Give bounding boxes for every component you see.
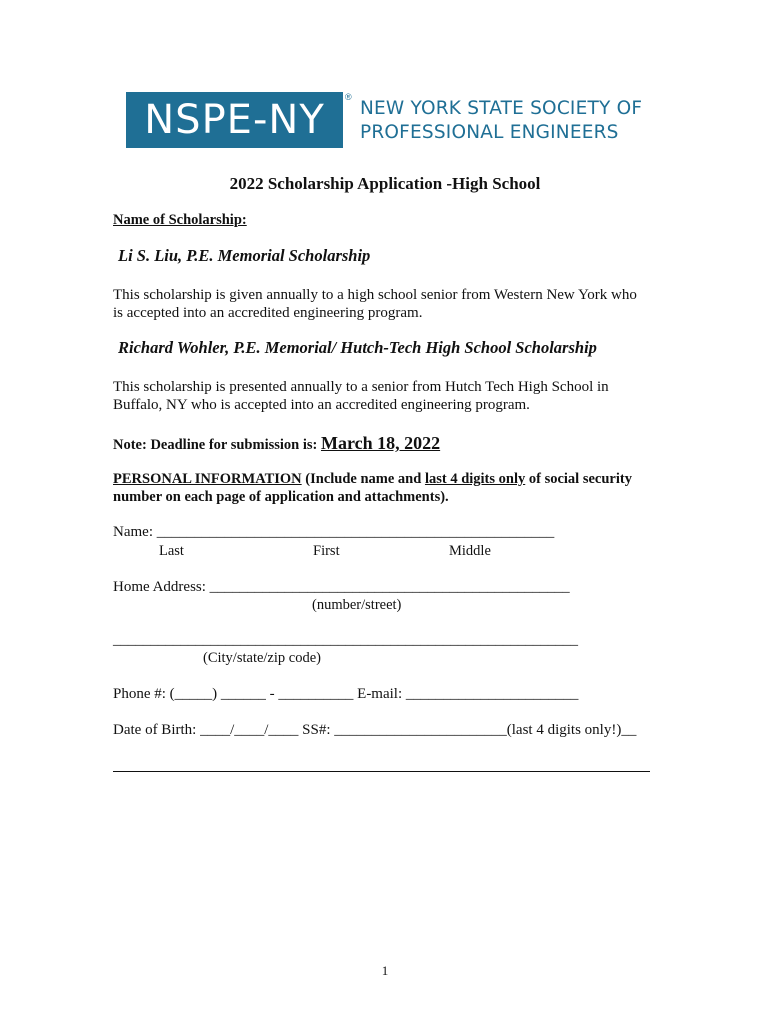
name-last-label: Last (159, 543, 184, 559)
page-number: 1 (381, 963, 389, 978)
city-field-line[interactable]: ______________________________________________________________ (113, 632, 578, 648)
deadline-note (113, 433, 440, 454)
deadline-label: Note: Deadline for submission is: (113, 437, 321, 453)
logo-mark: NSPE-NY (126, 92, 343, 148)
registered-mark: ® (345, 92, 352, 102)
deadline-date: March 18, 2022 (320, 433, 441, 453)
scholarship-1-desc-line1: This scholarship is given annually to a high school senior from Western New York who (113, 287, 637, 303)
scholarship-1-name: Li S. Liu, P.E. Memorial Scholarship (118, 246, 371, 265)
name-middle-label: Middle (449, 543, 491, 559)
logo-name-line1: NEW YORK STATE SOCIETY OF (360, 98, 643, 119)
home-address-field-line[interactable]: Home Address: ________________________________________________ (113, 579, 570, 595)
name-first-label: First (313, 543, 340, 559)
logo-organization-name (360, 97, 660, 145)
page-title: 2022 Scholarship Application -High School (229, 174, 541, 193)
personal-info-note-underlined: last 4 digits only (424, 471, 526, 487)
phone-email-field-line[interactable]: Phone #: (_____) ______ - __________ E-mail: _______________________ (113, 686, 579, 702)
scholarship-2-desc-line2: Buffalo, NY who is accepted into an accredited engineering program. (113, 397, 530, 413)
personal-info-note-post: of social security (525, 471, 632, 487)
scholarship-2-desc-line1: This scholarship is presented annually to a senior from Hutch Tech High School in (113, 379, 609, 395)
personal-info-heading-line1 (113, 471, 632, 488)
section-divider (113, 771, 650, 772)
logo-name-line2: PROFESSIONAL ENGINEERS (360, 122, 619, 143)
scholarship-2-name: Richard Wohler, P.E. Memorial/ Hutch-Tech High School Scholarship (118, 338, 597, 357)
nspe-ny-logo (126, 92, 656, 148)
name-of-scholarship-label: Name of Scholarship: (113, 212, 247, 228)
dob-ssn-field-line[interactable]: Date of Birth: ____/____/____ SS#: _______________________(last 4 digits only!)__ (113, 722, 637, 738)
name-field-line[interactable]: Name: _____________________________________________________ (113, 524, 555, 540)
address-sub-label: (number/street) (312, 597, 402, 613)
scholarship-1-desc-line2: is accepted into an accredited engineering program. (113, 305, 423, 321)
personal-info-heading: PERSONAL INFORMATION (113, 471, 302, 487)
city-sub-label: (City/state/zip code) (203, 650, 321, 666)
personal-info-note-line2: number on each page of application and attachments). (113, 489, 449, 505)
personal-info-note-pre: (Include name and (301, 471, 425, 487)
